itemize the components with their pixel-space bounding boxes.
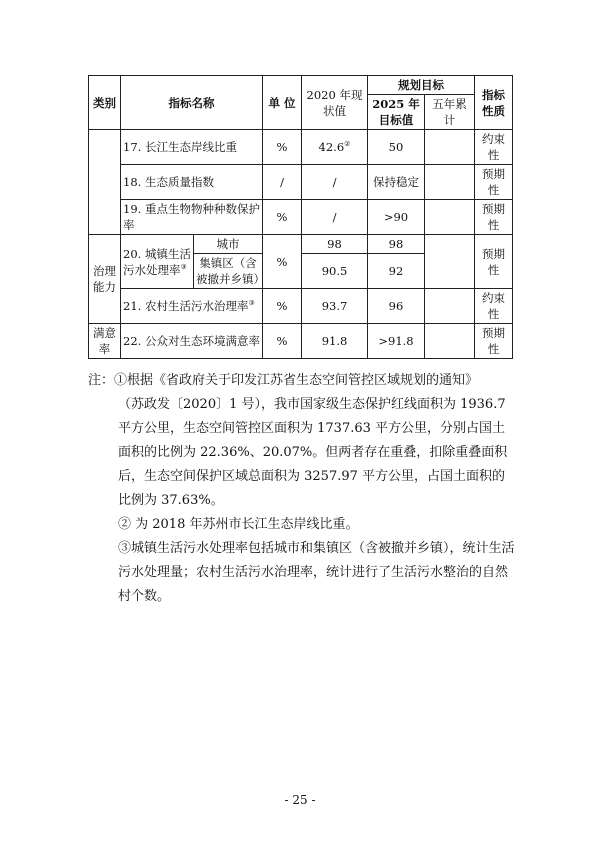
status-value: 90.5 — [302, 254, 368, 289]
unit: % — [263, 235, 302, 289]
note-1-body: （苏政发〔2020〕1 号），我市国家级生态保护红线面积为 1936.7 平方公里，生态空间管控区面积为 1737.63 平方公里，分别占国土面积的比例为 22.36%、20.07%。但两者存在重叠，扣除重叠面积后，生态空间保护区域总面积为 3257.97 平方公里，占国土面积的比例为 37.63%。 — [118, 397, 508, 508]
notes — [88, 369, 518, 609]
table-row — [89, 324, 513, 359]
indicator-name-text: 21. 农村生活污水治理率 — [123, 299, 249, 313]
header-target-2025: 2025 年目标值 — [368, 95, 425, 130]
nature: 预期性 — [475, 165, 513, 200]
note-1-heading: 注：①根据《省政府关于印发江苏省生态空间管控区域规划的通知》 — [88, 373, 479, 388]
unit: / — [263, 165, 302, 200]
table-row — [89, 200, 513, 235]
cumulative-value — [425, 235, 475, 289]
indicator-name: 19. 重点生物物种种数保护率 — [121, 200, 263, 235]
unit: % — [263, 324, 302, 359]
indicator-name: 22. 公众对生态环境满意率 — [121, 324, 263, 359]
nature: 预期性 — [475, 235, 513, 289]
target-value: 50 — [368, 130, 425, 165]
header-nature: 指标性质 — [475, 76, 513, 130]
indicator-table — [88, 75, 513, 359]
table-row — [89, 289, 513, 324]
table-row — [89, 130, 513, 165]
sub-indicator-town: 集镇区（含被撤并乡镇） — [194, 254, 263, 289]
header-unit: 单 位 — [263, 76, 302, 130]
nature: 预期性 — [475, 200, 513, 235]
note-2: ② 为 2018 年苏州市长江生态岸线比重。 — [118, 517, 359, 532]
nature: 预期性 — [475, 324, 513, 359]
page-number: - 25 - — [284, 793, 316, 807]
cumulative-value — [425, 289, 475, 324]
table-row — [89, 165, 513, 200]
header-status-2020: 2020 年现状值 — [302, 76, 368, 130]
target-value: 保持稳定 — [368, 165, 425, 200]
status-number: 42.6 — [318, 140, 345, 154]
category-treatment: 治理能力 — [89, 235, 121, 324]
header-target-group: 规划目标 — [368, 76, 475, 95]
status-value: / — [302, 165, 368, 200]
note-3: ③城镇生活污水处理率包括城市和集镇区（含被撤并乡镇），统计生活污水处理量；农村生活污水治理率，统计进行了生活污水整治的自然村个数。 — [118, 541, 515, 604]
header-name: 指标名称 — [121, 76, 263, 130]
header-category: 类别 — [89, 76, 121, 130]
target-value: >91.8 — [368, 324, 425, 359]
cumulative-value — [425, 324, 475, 359]
nature: 约束性 — [475, 130, 513, 165]
cumulative-value — [425, 130, 475, 165]
cumulative-value — [425, 200, 475, 235]
unit: % — [263, 200, 302, 235]
status-value: 93.7 — [302, 289, 368, 324]
nature: 约束性 — [475, 289, 513, 324]
cumulative-value — [425, 165, 475, 200]
status-value: / — [302, 200, 368, 235]
target-value: 92 — [368, 254, 425, 289]
unit: % — [263, 289, 302, 324]
unit: % — [263, 130, 302, 165]
indicator-name — [121, 235, 194, 289]
sub-indicator-city: 城市 — [194, 235, 263, 254]
target-value: >90 — [368, 200, 425, 235]
header-five-year: 五年累计 — [425, 95, 475, 130]
footnote-ref: ③ — [180, 262, 187, 271]
target-value: 96 — [368, 289, 425, 324]
status-value: 91.8 — [302, 324, 368, 359]
category-satisfaction: 满意率 — [89, 324, 121, 359]
status-value — [302, 130, 368, 165]
table-row — [89, 235, 513, 254]
status-value: 98 — [302, 235, 368, 254]
indicator-name: 17. 长江生态岸线比重 — [121, 130, 263, 165]
indicator-name-text: 20. 城镇生活污水处理率 — [123, 246, 191, 277]
indicator-name — [121, 289, 263, 324]
footnote-ref: ② — [344, 140, 351, 149]
target-value: 98 — [368, 235, 425, 254]
indicator-name: 18. 生态质量指数 — [121, 165, 263, 200]
category-blank — [89, 130, 121, 235]
footnote-ref: ③ — [248, 299, 255, 308]
